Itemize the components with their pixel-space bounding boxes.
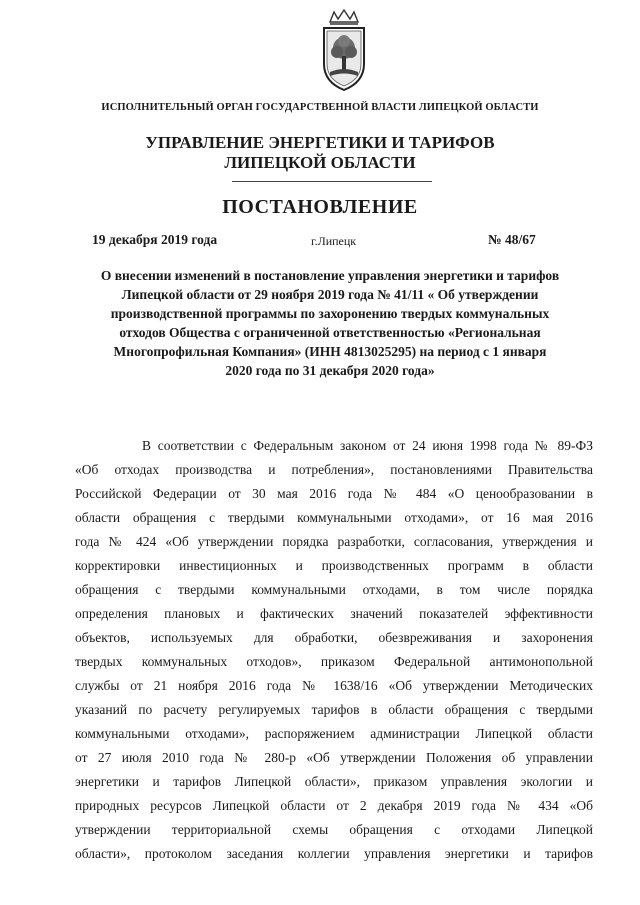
coat-of-arms-icon <box>318 8 370 92</box>
subject-line: Липецкой области от 29 ноября 2019 года № 41/11 « Об утверждении <box>121 287 539 302</box>
body-line: объектов, используемых для обработки, обезвреживания и захоронения <box>75 630 593 645</box>
body-line: службы от 21 ноября 2016 года № 1638/16 «Об утверждении Методических <box>75 678 593 693</box>
body-line: природных ресурсов Липецкой области от 2 декабря 2019 года № 434 «Об <box>75 798 593 813</box>
body-line: корректировки инвестиционных и производственных программ в области <box>75 558 593 573</box>
document-type-title: ПОСТАНОВЛЕНИЕ <box>222 196 418 218</box>
divider <box>232 181 432 182</box>
body-line: года № 424 «Об утверждении порядка разработки, согласования, утверждения и <box>75 534 593 549</box>
body-line: «Об отходах производства и потребления», постановлениями Правительства <box>75 462 593 477</box>
department-name <box>0 133 640 173</box>
body-line: В соответствии с Федеральным законом от 24 июня 1998 года № 89-ФЗ <box>142 438 593 453</box>
body-line: указаний по расчету регулируемых тарифов в области обращения с твердыми <box>75 702 593 717</box>
body-line: определения плановых и фактических значений показателей эффективности <box>75 606 593 621</box>
body-line: твердых коммунальных отходов», приказом Федеральной антимонопольной <box>75 654 593 669</box>
body-line: Российской Федерации от 30 мая 2016 года № 484 «О ценообразовании в <box>75 486 593 501</box>
body-line: энергетики и тарифов Липецкой области», приказом управления экологии и <box>75 774 593 789</box>
document-number: № 48/67 <box>488 232 536 247</box>
subject-line: О внесении изменений в постановление управления энергетики и тарифов <box>100 268 560 283</box>
body-line: от 27 июля 2010 года № 280-р «Об утверждении Положения об управлении <box>75 750 593 765</box>
body-line: коммунальными отходами», распоряжением администрации Липецкой области <box>75 726 593 741</box>
body-line: утверждении территориальной схемы обращения с отходами Липецкой <box>75 822 593 837</box>
body-line: области обращения с твердыми коммунальными отходами», от 16 мая 2016 <box>75 510 593 525</box>
document-city: г.Липецк <box>311 234 357 248</box>
issuing-authority: ИСПОЛНИТЕЛЬНЫЙ ОРГАН ГОСУДАРСТВЕННОЙ ВЛАСТИ ЛИПЕЦКОЙ ОБЛАСТИ <box>101 102 539 113</box>
document-subject <box>60 266 600 380</box>
subject-line: Многопрофильная Компания» (ИНН 4813025295) на период с 1 января <box>113 344 547 359</box>
subject-line: отходов Общества с ограниченной ответственностью «Региональная <box>119 325 541 340</box>
department-name-line: ЛИПЕЦКОЙ ОБЛАСТИ <box>224 153 416 172</box>
document-date: 19 декабря 2019 года <box>92 232 218 247</box>
body-line: обращения с твердыми коммунальными отходами, в том числе порядка <box>75 582 593 597</box>
body-line: области», протоколом заседания коллегии управления энергетики и тарифов <box>75 846 593 861</box>
subject-line: 2020 года по 31 декабря 2020 года» <box>225 363 435 378</box>
department-name-line: УПРАВЛЕНИЕ ЭНЕРГЕТИКИ И ТАРИФОВ <box>145 133 495 152</box>
subject-line: производственной программы по захоронению твердых коммунальных <box>110 306 550 321</box>
